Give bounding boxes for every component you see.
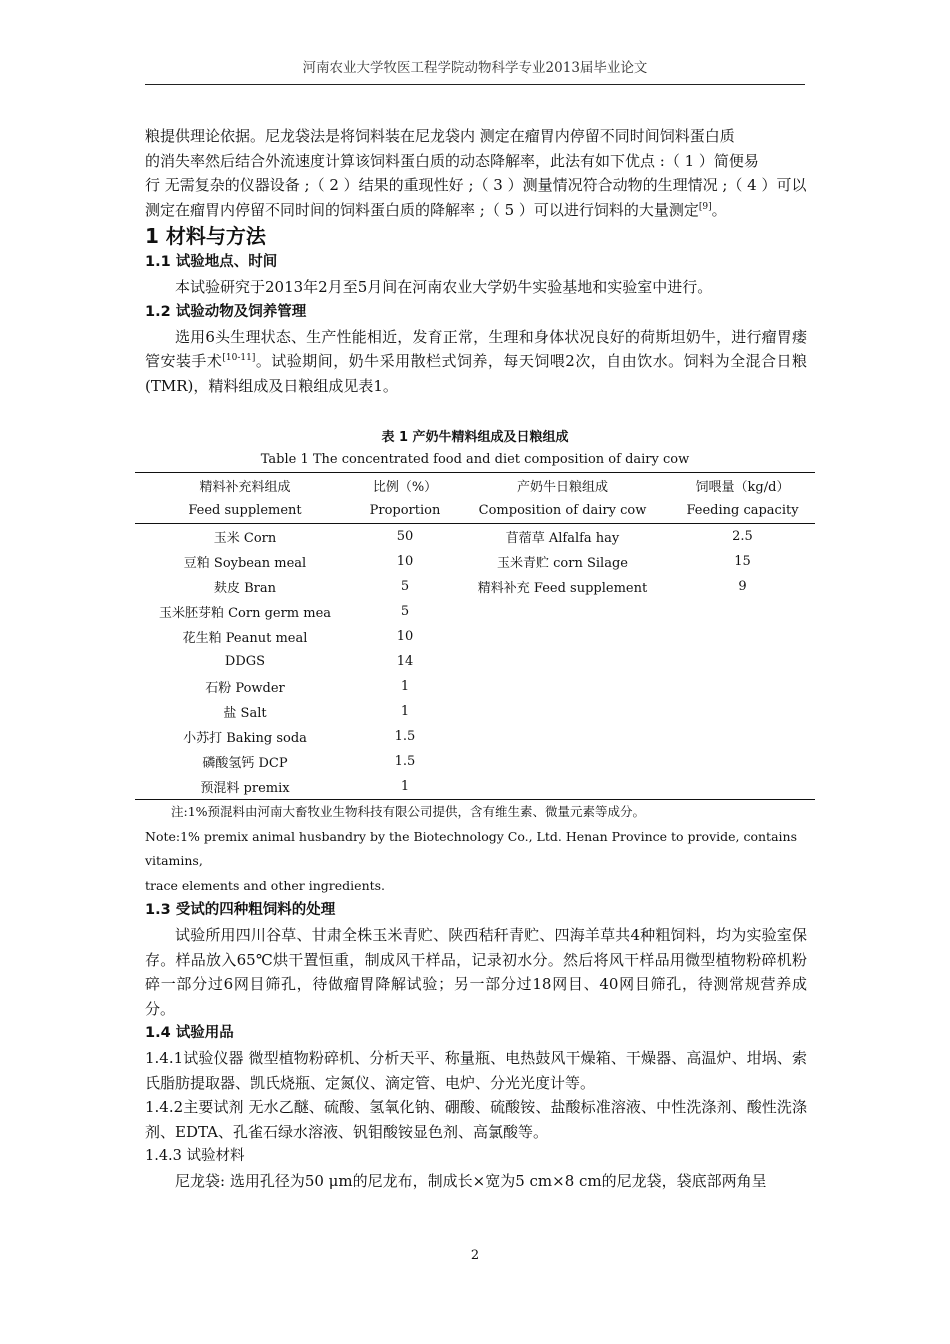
table-row [135, 574, 815, 599]
table-row [135, 774, 815, 800]
table-row [135, 699, 815, 724]
citation: [9] [698, 201, 712, 212]
table-cell [455, 774, 670, 800]
intro-line-3: 行 无需复杂的仪器设备 ;（ 2 ）结果的重现性好 ;（ 3 ）测量情况符合动物的生理情况 ;（ 4 ）可以 [145, 176, 807, 194]
table-cell: 玉米青贮 corn Silage [497, 556, 628, 571]
table-cell: 玉米胚芽粕 Corn germ mea [158, 606, 332, 621]
section-1-2-text-b: 。试验期间，奶牛采用散栏式饲养，每天饲喂2次，自由饮水。饲料为全混合日粮(TMR)，精料组成及日粮组成见表1。 [145, 352, 807, 395]
section-heading-1-4: 1.4 试验用品 [145, 1025, 234, 1041]
table-cell: 5 [400, 604, 410, 619]
table-cell: 盐 Salt [223, 706, 267, 721]
table-header-cell: Composition of dairy cow [455, 498, 670, 524]
table-cell [455, 649, 670, 674]
table-row [135, 549, 815, 574]
page-number: 2 [470, 1248, 480, 1263]
table-row [135, 624, 815, 649]
table-caption-en: Table 1 The concentrated food and diet composition of dairy cow [260, 452, 690, 467]
section-1-4-2-label: 1.4.2主要试剂 [145, 1098, 244, 1116]
table-cell: 石粉 Powder [205, 681, 285, 696]
section-1-1-text: 本试验研究于2013年2月至5月间在河南农业大学奶牛实验基地和实验室中进行。 [175, 278, 713, 296]
feed-composition-table [135, 472, 815, 800]
table-note-en-line-1: Note:1% premix animal husbandry by the Biotechnology Co., Ltd. Henan Province to provide, contains vitamins, [145, 828, 797, 868]
section-heading-1-1: 1.1 试验地点、时间 [145, 254, 278, 270]
table-cell [670, 724, 815, 749]
table-cell: 苜蓿草 Alfalfa hay [505, 531, 620, 546]
table-notes [145, 800, 807, 898]
table-header-cell: 比例（%） [372, 480, 438, 495]
table-cell: 预混料 premix [200, 781, 290, 796]
table-cell: 玉米 Corn [213, 531, 277, 546]
section-heading-1: 1 材料与方法 [145, 224, 266, 248]
header-rule [145, 84, 805, 85]
table-cell [455, 599, 670, 624]
table-cell: 14 [396, 654, 414, 669]
section-1-4-1-label: 1.4.1试验仪器 [145, 1049, 244, 1067]
table-cell: 1.5 [394, 729, 416, 744]
table-cell: 1.5 [394, 754, 416, 769]
section-heading-1-4-3: 1.4.3 试验材料 [145, 1148, 245, 1164]
table-header-cell: Feeding capacity [670, 498, 815, 524]
page-header: 河南农业大学牧医工程学院动物科学专业2013届毕业论文 [302, 60, 648, 76]
section-1-4-2-text [145, 1095, 807, 1144]
section-1-4-1-text [145, 1046, 807, 1095]
table-header-row-cn [135, 473, 815, 499]
table-header-row-en [135, 498, 815, 524]
section-1-3-text: 试验所用四川谷草、甘肃全株玉米青贮、陕西秸秆青贮、四海羊草共4种粗饲料，均为实验室保存。样品放入65℃烘干置恒重，制成风干样品，记录初水分。然后将风干样品用微型植物粉碎机粉碎一部分过6网目筛孔，待做瘤胃降解试验；另一部分过18网目、40网目筛孔，待测常规营养成分。 [145, 926, 807, 1018]
intro-line-2: 的消失率然后结合外流速度计算该饲料蛋白质的动态降解率，此法有如下优点 :（ 1 ）简便易 [145, 151, 759, 170]
table-cell: 10 [396, 629, 414, 644]
table-cell [455, 674, 670, 699]
table-cell [455, 699, 670, 724]
table-cell: 2.5 [732, 529, 753, 544]
table-header-cell: 饲喂量（kg/d） [695, 480, 790, 495]
intro-line-4-end: 。 [711, 200, 727, 219]
table-row [135, 524, 815, 550]
section-1-4-2-body: 无水乙醚、硫酸、氢氧化钠、硼酸、硫酸铵、盐酸标准溶液、中性洗涤剂、酸性洗涤剂、EDTA、孔雀石绿水溶液、钒钼酸铵显色剂、高氯酸等。 [145, 1098, 807, 1141]
methods-continued [145, 898, 807, 1194]
section-1-2-text [145, 325, 807, 399]
table-cell [670, 749, 815, 774]
section-heading-1-2: 1.2 试验动物及饲养管理 [145, 303, 307, 320]
table-cell: 花生粕 Peanut meal [182, 631, 308, 646]
table-header-cell: 精料补充料组成 [199, 480, 291, 495]
table-cell: DDGS [224, 654, 266, 669]
citation: [10-11] [222, 353, 256, 363]
section-1-4-1-body: 微型植物粉碎机、分析天平、称量瓶、电热鼓风干燥箱、干燥器、高温炉、坩埚、索氏脂肪提取器、凯氏烧瓶、定氮仪、滴定管、电炉、分光光度计等。 [145, 1049, 807, 1092]
table-cell: 5 [400, 579, 410, 594]
table-caption-cn: 表 1 产奶牛精料组成及日粮组成 [381, 430, 569, 445]
table-row [135, 599, 815, 624]
intro-line-1: 粮提供理论依据。尼龙袋法是将饲料装在尼龙袋内 测定在瘤胃内停留不同时间饲料蛋白质 [145, 127, 735, 145]
table-cell: 1 [400, 679, 410, 694]
table-cell: 15 [734, 554, 751, 569]
table-cell [670, 699, 815, 724]
intro-line-4 [145, 198, 807, 223]
section-heading-1-3: 1.3 受试的四种粗饲料的处理 [145, 902, 336, 918]
table-row [135, 724, 815, 749]
intro-line-4-text: 测定在瘤胃内停留不同时间的饲料蛋白质的降解率 ;（ 5 ）可以进行饲料的大量测定 [145, 200, 699, 219]
table-cell: 磷酸氢钙 DCP [202, 756, 288, 771]
table-cell: 豆粕 Soybean meal [183, 556, 307, 571]
table-cell: 9 [738, 579, 747, 594]
table-row [135, 674, 815, 699]
table-cell: 1 [400, 779, 410, 794]
table-header-cell: Proportion [355, 498, 455, 524]
intro-section [145, 124, 807, 398]
table-cell: 10 [396, 554, 414, 569]
table-cell [670, 624, 815, 649]
table-cell [670, 599, 815, 624]
section-1-4-3-text: 尼龙袋: 选用孔径为50 μm的尼龙布，制成长×宽为5 cm×8 cm的尼龙袋，袋底部两角呈 [175, 1172, 767, 1190]
table-header-cell: 产奶牛日粮组成 [516, 480, 608, 495]
table-cell: 1 [400, 704, 410, 719]
table-row [135, 749, 815, 774]
table-note-en-line-2: trace elements and other ingredients. [145, 877, 386, 893]
table-cell [455, 624, 670, 649]
table-cell: 小苏打 Baking soda [183, 731, 307, 746]
table-header-cell: Feed supplement [135, 498, 355, 524]
table-row [135, 649, 815, 674]
table-cell: 精料补充 Feed supplement [477, 581, 648, 596]
table-cell [670, 649, 815, 674]
table-cell: 50 [396, 529, 414, 544]
table-cell [455, 724, 670, 749]
table-cell [670, 674, 815, 699]
table-cell [455, 749, 670, 774]
table-cell: 麸皮 Bran [213, 581, 277, 596]
section-1-2-text-a: 选用6头生理状态、生产性能相近，发育正常，生理和身体状况良好的荷斯坦奶牛，进行瘤胃瘘管安装手术 [145, 327, 807, 370]
table-cell [670, 774, 815, 800]
table-note-cn: 注:1%预混料由河南大畜牧业生物科技有限公司提供，含有维生素、微量元素等成分。 [171, 804, 646, 819]
